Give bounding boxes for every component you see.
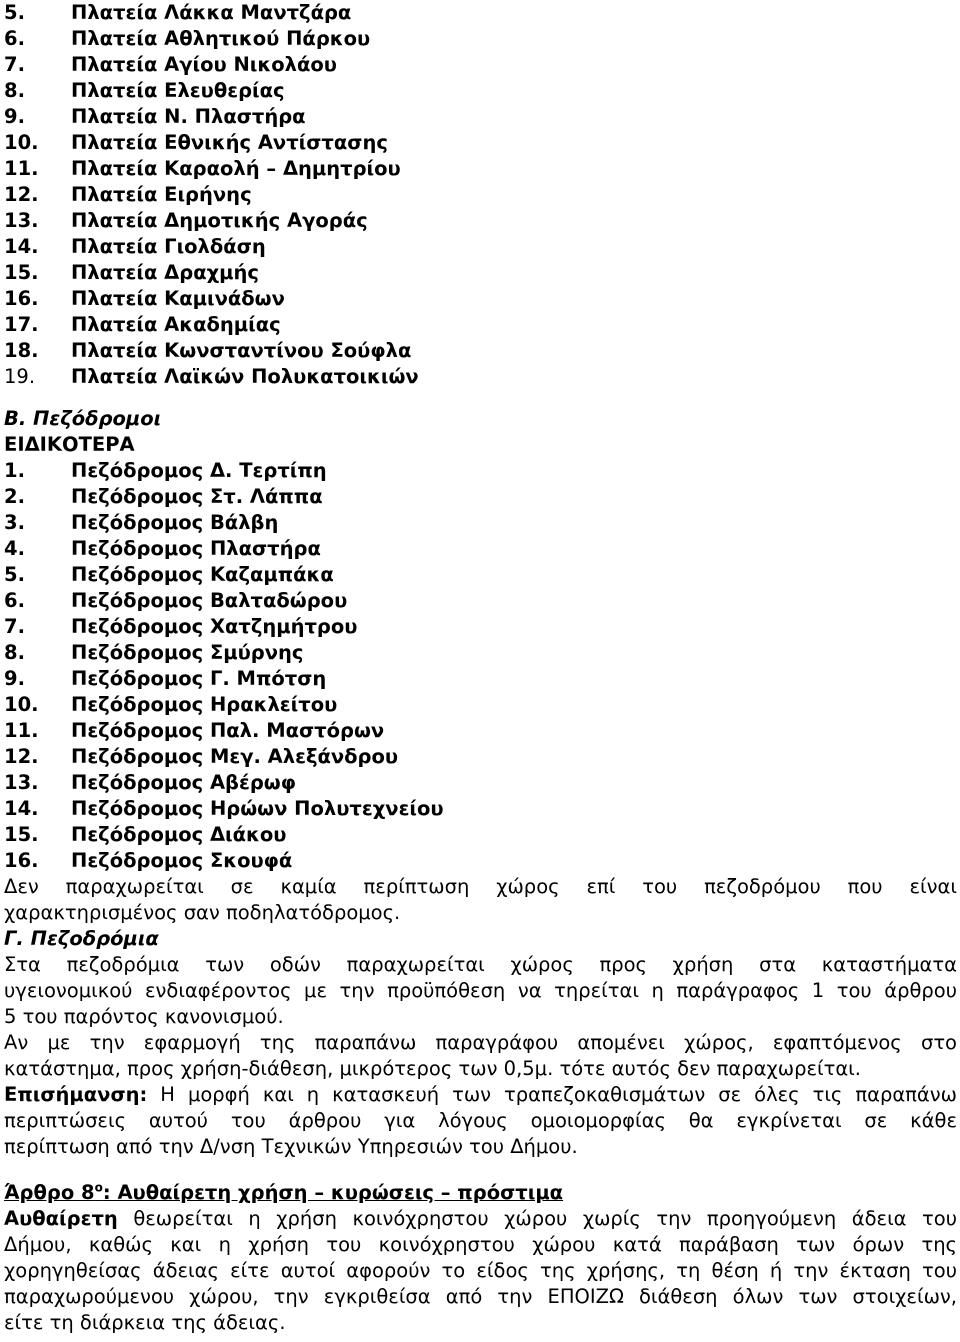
pedestrian-street-item — [4, 484, 957, 510]
list-item-text: Πεζόδρομος Σκουφά — [71, 849, 293, 872]
note-word: που — [847, 875, 883, 898]
list-item-number: 3. — [4, 511, 25, 534]
section-c-paragraph-2 — [4, 1030, 957, 1082]
note-word: είναι — [909, 875, 957, 898]
note-line: περιπτώσεις αυτού του άρθρου για λόγους ομοιομορφίας θα εγκρίνεται σε κάθε — [4, 1109, 957, 1132]
list-item-text: Πεζόδρομος Δ. Τερτίπη — [71, 459, 327, 482]
pedestrian-note — [4, 874, 957, 926]
square-item — [4, 78, 957, 104]
list-item-number: 11. — [4, 157, 39, 180]
list-item-number: 2. — [4, 485, 25, 508]
list-item-text: Πλατεία Δραχμής — [71, 261, 259, 284]
list-item-text: Πλατεία Εθνικής Αντίστασης — [71, 131, 388, 154]
list-item-text: Πλατεία Ν. Πλαστήρα — [71, 105, 306, 128]
list-item-text: Πλατεία Καραολή – Δημητρίου — [71, 157, 401, 180]
square-item — [4, 364, 957, 390]
list-item-text: Πεζόδρομος Χατζημήτρου — [71, 615, 358, 638]
section-b-heading: Β. Πεζόδρομοι — [4, 407, 162, 430]
list-item-number: 10. — [4, 693, 39, 716]
list-item-text: Πεζόδρομος Βάλβη — [71, 511, 279, 534]
list-item-number: 6. — [4, 589, 25, 612]
list-item-number: 12. — [4, 745, 39, 768]
square-item — [4, 286, 957, 312]
note-label: Επισήμανση: — [4, 1083, 148, 1106]
section-c-note — [4, 1082, 957, 1160]
paragraph-line: Αν με την εφαρμογή της παραπάνω παραγράφου απομένει χώρος, εφαπτόμενος στο — [4, 1031, 957, 1054]
list-item-number: 16. — [4, 849, 39, 872]
paragraph-line: Στα πεζοδρόμια των οδών παραχωρείται χώρος προς χρήση στα καταστήματα — [4, 953, 957, 976]
note-word: περίπτωση — [363, 875, 470, 898]
pedestrian-street-item — [4, 614, 957, 640]
square-item — [4, 260, 957, 286]
list-item-text: Πεζόδρομος Μεγ. Αλεξάνδρου — [71, 745, 399, 768]
list-item-number: 16. — [4, 287, 39, 310]
article-8-line — [4, 1206, 957, 1232]
square-item — [4, 156, 957, 182]
note-word: καμία — [280, 875, 337, 898]
square-item — [4, 0, 957, 26]
list-item-number: 6. — [4, 27, 25, 50]
list-item-text: Πλατεία Κωνσταντίνου Σούφλα — [71, 339, 412, 362]
list-item-text: Πλατεία Γιολδάση — [71, 235, 266, 258]
square-item — [4, 208, 957, 234]
pedestrian-note-line — [4, 874, 957, 900]
list-item-text: Πεζόδρομος Βαλταδώρου — [71, 589, 348, 612]
list-item-number: 10. — [4, 131, 39, 154]
list-item-number: 9. — [4, 667, 25, 690]
list-item-text: Πεζόδρομος Ηρώων Πολυτεχνείου — [71, 797, 444, 820]
list-item-number: 11. — [4, 719, 39, 742]
pedestrian-street-item — [4, 640, 957, 666]
list-item-text: Πεζόδρομος Πλαστήρα — [71, 537, 321, 560]
list-item-text: Πλατεία Αγίου Νικολάου — [71, 53, 337, 76]
article-8-line: Δήμου, καθώς και η χρήση του κοινόχρηστου χώρου κατά παράβαση των όρων της — [4, 1233, 957, 1256]
section-c-paragraph-1 — [4, 952, 957, 1030]
list-item-text: Πλατεία Αθλητικού Πάρκου — [71, 27, 371, 50]
note-word: σε — [230, 875, 254, 898]
pedestrian-street-item — [4, 718, 957, 744]
article-8-line: είτε τη διάρκεια της άδειας. — [4, 1311, 286, 1334]
list-item-number: 5. — [4, 563, 25, 586]
pedestrian-street-item — [4, 692, 957, 718]
list-item-text: Πεζόδρομος Στ. Λάππα — [71, 485, 323, 508]
pedestrian-street-item — [4, 458, 957, 484]
note-word: χώρος — [496, 875, 560, 898]
list-item-text: Πεζόδρομος Γ. Μπότση — [71, 667, 327, 690]
list-item-number: 14. — [4, 235, 39, 258]
list-item-text: Πεζόδρομος Παλ. Μαστόρων — [71, 719, 385, 742]
note-line: περίπτωση από την Δ/νση Τεχνικών Υπηρεσιών του Δήμου. — [4, 1135, 578, 1158]
pedestrian-street-item — [4, 562, 957, 588]
pedestrian-street-item — [4, 744, 957, 770]
paragraph-line: κατάστημα, προς χρήση-διάθεση, μικρότερος των 0,5μ. τότε αυτός δεν παραχωρείται. — [4, 1057, 861, 1080]
list-item-text: Πεζόδρομος Διάκου — [71, 823, 287, 846]
pedestrian-street-item — [4, 770, 957, 796]
list-item-text: Πεζόδρομος Σμύρνης — [71, 641, 304, 664]
section-b-subheading: ΕΙΔΙΚΟΤΕΡΑ — [4, 433, 135, 456]
list-item-text: Πλατεία Δημοτικής Αγοράς — [71, 209, 368, 232]
note-word: επί — [586, 875, 616, 898]
pedestrian-street-item — [4, 536, 957, 562]
list-item-number: 9. — [4, 105, 25, 128]
note-word: παραχωρείται — [65, 875, 204, 898]
square-item — [4, 104, 957, 130]
list-item-text: Πλατεία Λάκκα Μαντζάρα — [71, 1, 352, 24]
list-item-number: 1. — [4, 459, 25, 482]
pedestrian-street-item — [4, 822, 957, 848]
list-item-number: 15. — [4, 823, 39, 846]
list-item-number: 13. — [4, 771, 39, 794]
note-word: πεζοδρόμου — [704, 875, 821, 898]
squares-list — [4, 0, 957, 390]
section-c-heading: Γ. Πεζοδρόμια — [4, 927, 159, 950]
list-item-text: Πεζόδρομος Καζαμπάκα — [71, 563, 334, 586]
pedestrian-street-item — [4, 510, 957, 536]
list-item-text: Πλατεία Ειρήνης — [71, 183, 252, 206]
list-item-number: 5. — [4, 1, 25, 24]
article-8-body — [4, 1206, 957, 1336]
list-item-number: 18. — [4, 339, 39, 362]
list-item-number: 17. — [4, 313, 39, 336]
article-8-title-sup: ο — [94, 1180, 103, 1195]
list-item-number: 12. — [4, 183, 39, 206]
list-item-text: Πεζόδρομος Αβέρωφ — [71, 771, 297, 794]
square-item — [4, 182, 957, 208]
article-8-text: θεωρείται η χρήση κοινόχρηστου χώρου χωρίς την προηγούμενη άδεια του — [117, 1207, 957, 1230]
pedestrian-street-item — [4, 588, 957, 614]
list-item-number: 7. — [4, 615, 25, 638]
list-item-text: Πλατεία Λαϊκών Πολυκατοικιών — [71, 365, 419, 388]
pedestrian-street-item — [4, 848, 957, 874]
list-item-number: 19. — [4, 365, 36, 388]
article-8-title-prefix: Άρθρο 8 — [4, 1181, 95, 1204]
article-8-title — [4, 1180, 957, 1206]
note-word: Δεν — [4, 875, 39, 898]
list-item-number: 7. — [4, 53, 25, 76]
list-item-number: 15. — [4, 261, 39, 284]
square-item — [4, 312, 957, 338]
list-item-text: Πλατεία Ελευθερίας — [71, 79, 285, 102]
note-text: Η μορφή και η κατασκευή των τραπεζοκαθισμάτων σε όλες τις παραπάνω — [147, 1083, 957, 1106]
list-item-text: Πλατεία Καμινάδων — [71, 287, 285, 310]
square-item — [4, 338, 957, 364]
list-item-number: 14. — [4, 797, 39, 820]
article-8-line: χορηγηθείσας άδειας είτε αυτοί αφορούν το είδος της χρήσης, τη θέση ή την έκταση του — [4, 1259, 957, 1282]
pedestrian-street-item — [4, 666, 957, 692]
article-8-term: Αυθαίρετη — [4, 1207, 118, 1230]
square-item — [4, 130, 957, 156]
note-word: του — [642, 875, 678, 898]
square-item — [4, 234, 957, 260]
note-line — [4, 1082, 957, 1108]
list-item-text: Πλατεία Ακαδημίας — [71, 313, 281, 336]
square-item — [4, 52, 957, 78]
list-item-number: 8. — [4, 641, 25, 664]
pedestrian-street-item — [4, 796, 957, 822]
list-item-number: 4. — [4, 537, 25, 560]
paragraph-line: υγειονομικού ενδιαφέροντος με την προϋπόθεση να τηρείται η παράγραφος 1 του άρθρου — [4, 979, 957, 1002]
list-item-number: 8. — [4, 79, 25, 102]
article-8-line: παραχωρούμενου χώρου, την εγκριθείσα από την ΕΠΟΙΖΩ διάθεση όλων των στοιχείων, — [4, 1285, 957, 1308]
pedestrian-streets-list — [4, 458, 957, 874]
list-item-text: Πεζόδρομος Ηρακλείτου — [71, 693, 338, 716]
square-item — [4, 26, 957, 52]
pedestrian-note-line: χαρακτηρισμένος σαν ποδηλατόδρομος. — [4, 901, 401, 924]
article-8-title-suffix: : Αυθαίρετη χρήση – κυρώσεις – πρόστιμα — [102, 1181, 564, 1204]
paragraph-line: 5 του παρόντος κανονισμού. — [4, 1005, 284, 1028]
list-item-number: 13. — [4, 209, 39, 232]
